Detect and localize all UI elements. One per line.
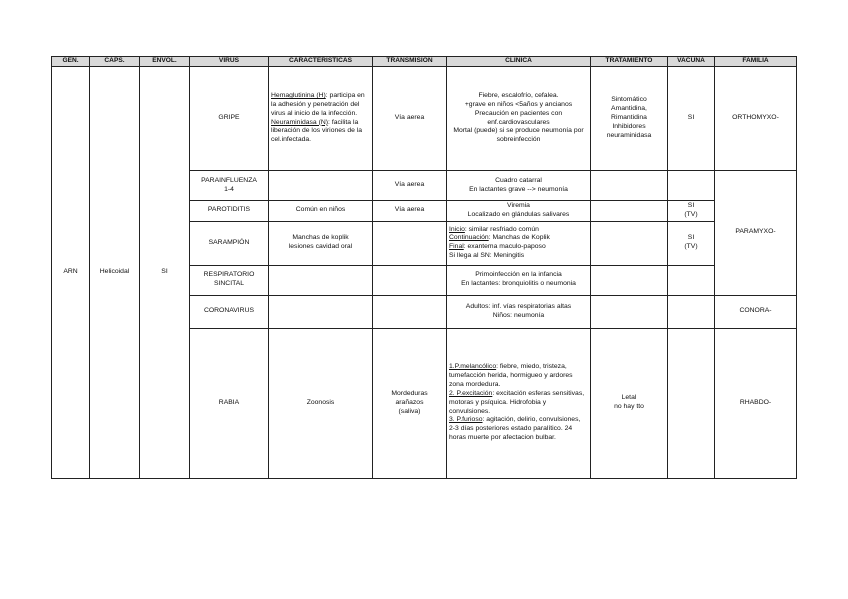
underlined-term: Hemaglutinina (H) <box>271 92 326 100</box>
transmission-line: arañazos <box>395 398 424 406</box>
treatment-line: Inhibidores neuraminidasa <box>606 122 652 139</box>
underlined-term: Inicio <box>449 225 465 233</box>
treatment-cell <box>591 67 668 171</box>
caps-cell: Helicoidal <box>90 67 140 479</box>
table-row <box>52 67 797 171</box>
transmission-cell: Vía aerea <box>373 171 447 201</box>
virus-cell: PAROTIDITIS <box>190 201 269 222</box>
clinical-line: Fiebre, escalofrío, cefalea. <box>478 92 559 100</box>
underlined-term: 2. P.excitación <box>449 389 493 397</box>
clinical-cell <box>447 201 591 222</box>
transmission-line: (saliva) <box>398 407 421 415</box>
virus-line: PARAINFLUENZA <box>201 176 257 184</box>
clinical-line: Mortal (puede) si se produce neumonía por sobreinfección <box>453 127 584 144</box>
treatment-cell <box>591 265 668 295</box>
header-clinica: CLINICA <box>447 57 591 67</box>
term-text: : fiebre, miedo, tristeza, tumefacción herida, hormigueo y ardores zona mordedura. <box>449 363 573 389</box>
clinical-line: Si llega al SN: Meningitis <box>449 251 525 259</box>
clinical-cell <box>447 67 591 171</box>
clinical-cell <box>447 221 591 265</box>
transmission-cell: Vía aerea <box>373 201 447 222</box>
virus-table <box>51 56 797 479</box>
header-envol: ENVOL. <box>140 57 190 67</box>
transmission-cell <box>373 265 447 295</box>
vaccine-cell <box>668 171 715 201</box>
clinical-cell <box>447 295 591 328</box>
clinical-line: Adultos: inf. vías respiratorias altas <box>465 302 572 310</box>
characteristics-line: lesiones cavidad oral <box>288 243 353 251</box>
treatment-cell <box>591 171 668 201</box>
treatment-line: Rimantidina <box>611 114 647 122</box>
clinical-line: Niños: neumonía <box>492 311 545 319</box>
treatment-cell <box>591 201 668 222</box>
virus-cell: GRIPE <box>190 67 269 171</box>
clinical-line: En lactantes: bronquiolitis o neumonia <box>461 280 576 288</box>
vaccine-cell <box>668 328 715 478</box>
characteristics-cell: Común en niños <box>269 201 373 222</box>
underlined-term: 3. P.furioso <box>449 416 483 424</box>
treatment-line: Amantidina, <box>611 105 647 113</box>
term-text: : agitación, delirio, convulsiones, 2-3 días posteriores estado paralítico. 24 horas muerte por afectacion bulbar. <box>449 416 581 442</box>
virus-line: 1-4 <box>224 185 234 193</box>
header-familia: FAMILIA <box>715 57 797 67</box>
clinical-cell <box>447 328 591 478</box>
family-cell: ORTHOMYXO- <box>715 67 797 171</box>
virus-line: SINCITAL <box>213 280 245 288</box>
clinical-line: Viremia <box>507 202 530 209</box>
characteristics-cell <box>269 67 373 171</box>
header-transmision: TRANSMISION <box>373 57 447 67</box>
term-text: : similar resfriado común <box>464 225 539 233</box>
header-row <box>52 57 797 67</box>
gen-cell: ARN <box>52 67 90 479</box>
term-text: : facilita la liberación de los viriones de la cel.infectada. <box>271 118 363 144</box>
term-text: : excitación esferas sensitivas, motoras y psíquica. Hidrofobia y convulsiones. <box>449 389 585 415</box>
family-cell: CONORA- <box>715 295 797 328</box>
virus-cell: RABIA <box>190 328 269 478</box>
header-caps: CAPS. <box>90 57 140 67</box>
vaccine-cell <box>668 201 715 222</box>
vaccine-line: (TV) <box>684 210 698 218</box>
virus-cell <box>190 171 269 201</box>
clinical-line <box>449 226 588 235</box>
vaccine-cell <box>668 295 715 328</box>
envol-cell: SI <box>140 67 190 479</box>
virus-cell <box>190 265 269 295</box>
transmission-cell <box>373 295 447 328</box>
clinical-line: Primoinfección en la infancia <box>475 271 562 279</box>
clinical-cell <box>447 171 591 201</box>
clinical-line <box>449 234 588 243</box>
vaccine-cell: SI <box>668 67 715 171</box>
vaccine-cell <box>668 221 715 265</box>
vaccine-line: SI <box>687 234 695 242</box>
clinical-line: Localizado en glándulas salivares <box>467 210 570 218</box>
clinical-line <box>449 416 588 442</box>
treatment-cell <box>591 221 668 265</box>
characteristics-cell <box>269 171 373 201</box>
treatment-cell <box>591 328 668 478</box>
vaccine-cell <box>668 265 715 295</box>
characteristics-line: Manchas de koplik <box>292 234 349 242</box>
clinical-line: +grave en niños <5años y ancianos <box>464 100 573 108</box>
clinical-line <box>449 363 588 389</box>
treatment-line: no hay tto <box>614 403 644 411</box>
underlined-term: Neuraminidasa (N) <box>271 118 329 126</box>
transmission-line: Mordeduras <box>391 389 428 397</box>
treatment-line: Letal <box>621 394 637 402</box>
characteristics-cell: Zoonosis <box>269 328 373 478</box>
characteristics-cell <box>269 265 373 295</box>
vaccine-line: SI <box>687 202 695 209</box>
header-virus: VIRUS <box>190 57 269 67</box>
header-gen: GEN. <box>52 57 90 67</box>
family-cell: RHABDO- <box>715 328 797 478</box>
underlined-term: Continuación <box>449 234 489 242</box>
header-vacuna: VACUNA <box>668 57 715 67</box>
header-tratamiento: TRATAMIENTO <box>591 57 668 67</box>
transmission-cell <box>373 328 447 478</box>
transmission-cell <box>373 221 447 265</box>
term-text: : Manchas de Koplik <box>488 234 550 242</box>
term-text: : participa en la adhesión y penetración del virus al inicio de la infección. <box>271 92 365 117</box>
characteristics-cell <box>269 221 373 265</box>
clinical-line: Cuadro catarral <box>495 176 542 184</box>
clinical-line: Precaución en pacientes con enf.cardiovasculares <box>474 109 563 126</box>
treatment-cell <box>591 295 668 328</box>
virus-line: RESPIRATORIO <box>203 271 255 279</box>
characteristics-cell <box>269 295 373 328</box>
treatment-line: Sintomático <box>611 96 647 104</box>
family-cell: PARAMYXO- <box>715 171 797 296</box>
clinical-cell <box>447 265 591 295</box>
underlined-term: Final <box>449 243 464 251</box>
clinical-line <box>449 390 588 416</box>
transmission-cell: Vía aerea <box>373 67 447 171</box>
header-caracteristicas: CARACTERISTICAS <box>269 57 373 67</box>
clinical-line: En lactantes grave --> neumonía <box>469 185 568 193</box>
underlined-term: 1.P.melancólico <box>449 363 497 371</box>
clinical-line <box>449 243 588 252</box>
virus-cell: SARAMPIÓN <box>190 221 269 265</box>
virus-cell: CORONAVIRUS <box>190 295 269 328</box>
vaccine-line: (TV) <box>684 243 698 251</box>
term-text: : exantema maculo-paposo <box>463 243 546 251</box>
